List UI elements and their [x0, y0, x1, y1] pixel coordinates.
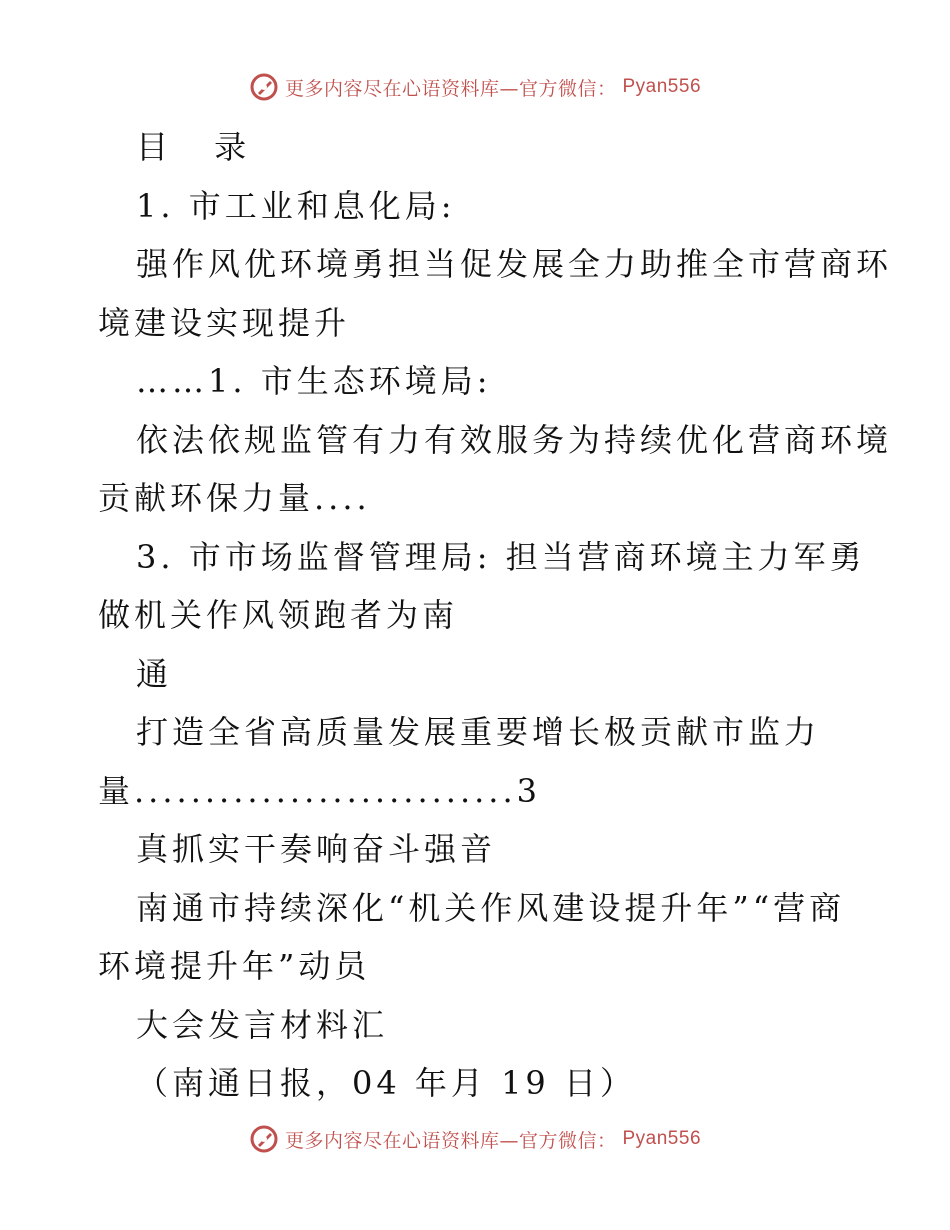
toc-line: 依法依规监管有力有效服务为持续优化营商环境 — [136, 420, 893, 459]
toc-line: 量...........................3 — [98, 771, 542, 810]
watermark-footer — [0, 1124, 950, 1154]
toc-line: 真抓实干奏响奋斗强音 — [136, 830, 497, 868]
watermark-wechat-id: Pyan556 — [622, 1128, 702, 1149]
toc-line: 大会发言材料汇 — [136, 1005, 389, 1044]
toc-line: 环境提升年”动员 — [98, 947, 371, 985]
watermark-header — [0, 72, 950, 102]
toc-line: 1. 市工业和息化局: — [136, 186, 456, 225]
toc-line: 南通市持续深化“机关作风建设提升年”“营商 — [136, 888, 846, 927]
document-body — [98, 118, 893, 1113]
toc-line: 强作风优环境勇担当促发展全力助推全市营商环 — [136, 245, 893, 283]
watermark-text: 更多内容尽在心语资料库—官方微信： — [284, 77, 617, 100]
toc-line: 贡献环保力量.... — [98, 479, 371, 517]
toc-line: ……1. 市生态环境局: — [136, 362, 492, 400]
watermark-text: 更多内容尽在心语资料库—官方微信： — [284, 1129, 617, 1152]
toc-line: （南通日报，04 年月 19 日） — [136, 1064, 636, 1102]
quill-logo-icon — [249, 1124, 279, 1154]
toc-title: 目 录 — [136, 128, 265, 166]
toc-line: 打造全省高质量发展重要增长极贡献市监力 — [136, 713, 821, 751]
watermark-wechat-id: Pyan556 — [622, 76, 702, 97]
quill-logo-icon — [249, 72, 279, 102]
toc-line: 3. 市市场监督管理局: 担当营商环境主力军勇 — [136, 537, 866, 576]
toc-line: 做机关作风领跑者为南 — [98, 596, 459, 634]
toc-line: 通 — [136, 654, 173, 693]
toc-line: 境建设实现提升 — [98, 303, 351, 342]
